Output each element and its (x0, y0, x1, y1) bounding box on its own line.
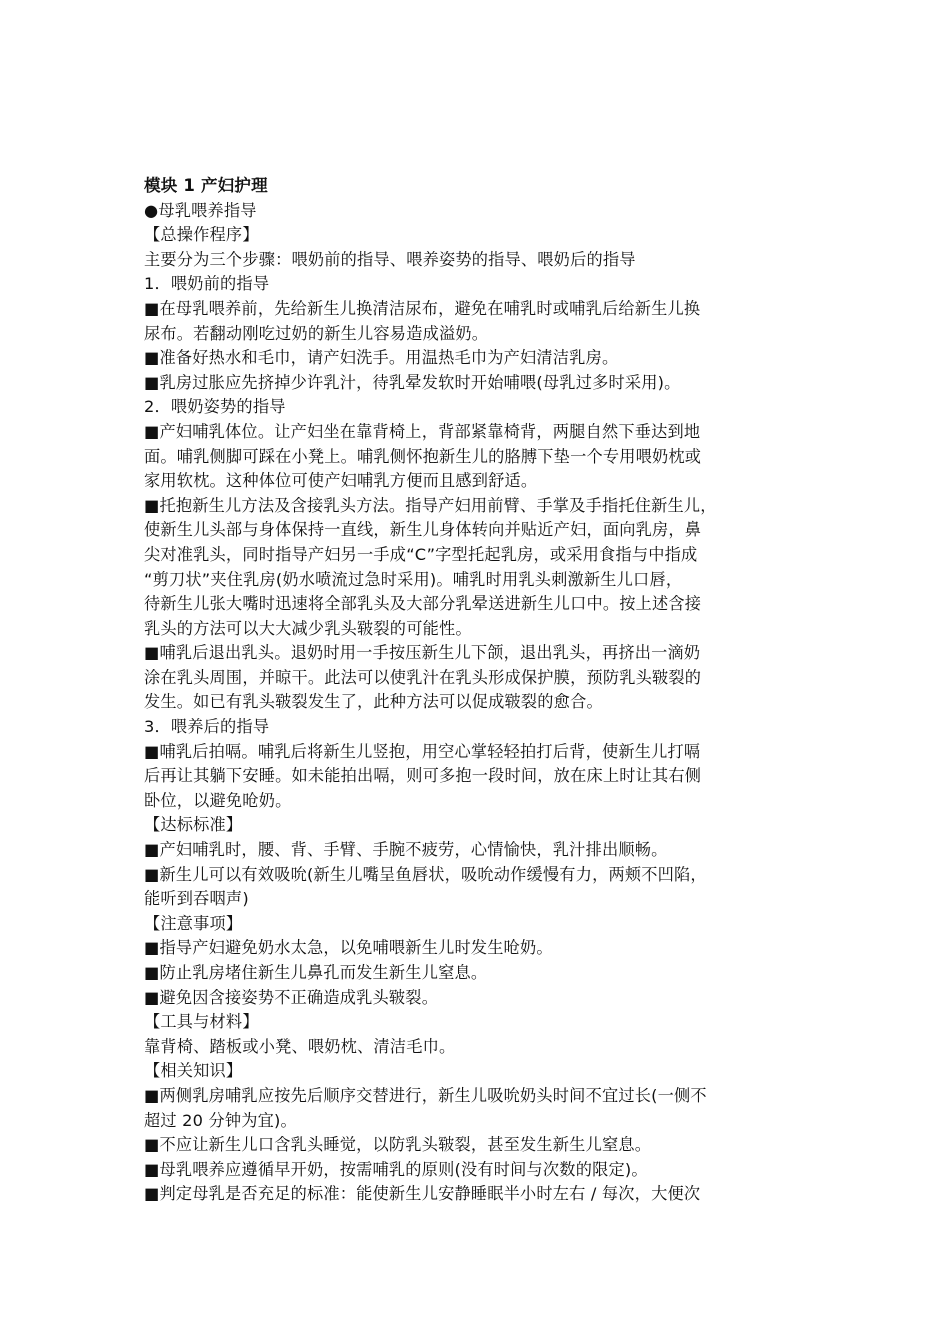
paragraph-line: ■哺乳后拍嗝。哺乳后将新生儿竖抱，用空心掌轻轻拍打后背，使新生儿打嗝 (144, 741, 701, 761)
paragraph-line: 后再让其躺下安睡。如未能拍出嗝，则可多抱一段时间，放在床上时让其右侧 (144, 766, 702, 786)
subheading-standards: 【达标标准】 (144, 815, 243, 835)
paragraph-line: 使新生儿头部与身体保持一直线，新生儿身体转向并贴近产妇，面向乳房，鼻 (144, 520, 702, 540)
step-heading-before-feeding: 1．喂奶前的指导 (144, 274, 270, 294)
paragraph-line: ■哺乳后退出乳头。退奶时用一手按压新生儿下颌，退出乳头，再挤出一滴奶 (144, 643, 701, 663)
paragraph-line: ■准备好热水和毛巾，请产妇洗手。用温热毛巾为产妇清洁乳房。 (144, 348, 619, 368)
paragraph-line: 能听到吞咽声) (144, 889, 249, 909)
module-title: 模块 1 产妇护理 (144, 176, 268, 195)
paragraph-line: 主要分为三个步骤：喂奶前的指导、喂养姿势的指导、喂奶后的指导 (144, 249, 636, 269)
paragraph-line: ■产妇哺乳时，腰、背、手臂、手腕不疲劳，心情愉快，乳汁排出顺畅。 (144, 840, 668, 860)
paragraph-line: 家用软枕。这种体位可使产妇哺乳方便而且感到舒适。 (144, 471, 538, 491)
paragraph-line: ■防止乳房堵住新生儿鼻孔而发生新生儿窒息。 (144, 963, 488, 982)
document-page (144, 174, 816, 1207)
paragraph-line: 尿布。若翻动刚吃过奶的新生儿容易造成溢奶。 (144, 323, 489, 343)
subheading-precautions: 【注意事项】 (144, 913, 243, 933)
paragraph-line: 待新生儿张大嘴时迅速将全部乳头及大部分乳晕送进新生儿口中。按上述含接 (144, 594, 702, 614)
paragraph-line: ■避免因含接姿势不正确造成乳头皲裂。 (144, 987, 439, 1007)
paragraph-line: ■乳房过胀应先挤掉少许乳汁，待乳晕发软时开始哺喂(母乳过多时采用)。 (144, 372, 681, 392)
paragraph-line: ■新生儿可以有效吸吮(新生儿嘴呈鱼唇状，吸吮动作缓慢有力，两颊不凹陷， (144, 864, 707, 884)
paragraph-line: 乳头的方法可以大大减少乳头皲裂的可能性。 (144, 618, 472, 638)
paragraph-line: 发生。如已有乳头皲裂发生了，此种方法可以促成皲裂的愈合。 (144, 692, 603, 712)
step-heading-posture: 2．喂奶姿势的指导 (144, 397, 286, 417)
paragraph-line: ■判定母乳是否充足的标准：能使新生儿安静睡眠半小时左右 / 每次，大便次 (144, 1184, 701, 1204)
paragraph-line: ■母乳喂养应遵循早开奶，按需哺乳的原则(没有时间与次数的限定)。 (144, 1159, 648, 1179)
subheading-knowledge: 【相关知识】 (144, 1061, 243, 1081)
paragraph-line: 尖对准乳头，同时指导产妇另一手成“C”字型托起乳房，或采用食指与中指成 (144, 544, 698, 564)
paragraph-line: ■在母乳喂养前，先给新生儿换清洁尿布，避免在哺乳时或哺乳后给新生儿换 (144, 298, 701, 318)
paragraph-line: ■指导产妇避免奶水太急，以免哺喂新生儿时发生呛奶。 (144, 938, 553, 958)
paragraph-line: ■托抱新生儿方法及含接乳头方法。指导产妇用前臂、手掌及手指托住新生儿， (144, 495, 717, 515)
paragraph-line: 超过 20 分钟为宜)。 (144, 1110, 297, 1130)
section-heading-breastfeeding: ●母乳喂养指导 (144, 200, 257, 220)
paragraph-line: 涂在乳头周围，并晾干。此法可以使乳汁在乳头形成保护膜，预防乳头皲裂的 (144, 667, 702, 687)
paragraph-line: 面。哺乳侧脚可踩在小凳上。哺乳侧怀抱新生儿的胳膊下垫一个专用喂奶枕或 (144, 446, 702, 466)
subheading-procedure: 【总操作程序】 (144, 225, 259, 245)
paragraph-line: 靠背椅、踏板或小凳、喂奶枕、清洁毛巾。 (144, 1036, 456, 1056)
subheading-tools: 【工具与材料】 (144, 1012, 259, 1032)
paragraph-line: 卧位，以避免呛奶。 (144, 790, 292, 810)
paragraph-line: ■产妇哺乳体位。让产妇坐在靠背椅上，背部紧靠椅背，两腿自然下垂达到地 (144, 421, 701, 441)
step-heading-after-feeding: 3．喂养后的指导 (144, 717, 270, 737)
paragraph-line: ■不应让新生儿口含乳头睡觉，以防乳头皲裂，甚至发生新生儿窒息。 (144, 1135, 652, 1155)
paragraph-line: “剪刀状”夹住乳房(奶水喷流过急时采用)。哺乳时用乳头刺激新生儿口唇， (144, 569, 683, 589)
paragraph-line: ■两侧乳房哺乳应按先后顺序交替进行，新生儿吸吮奶头时间不宜过长(一侧不 (144, 1085, 707, 1105)
